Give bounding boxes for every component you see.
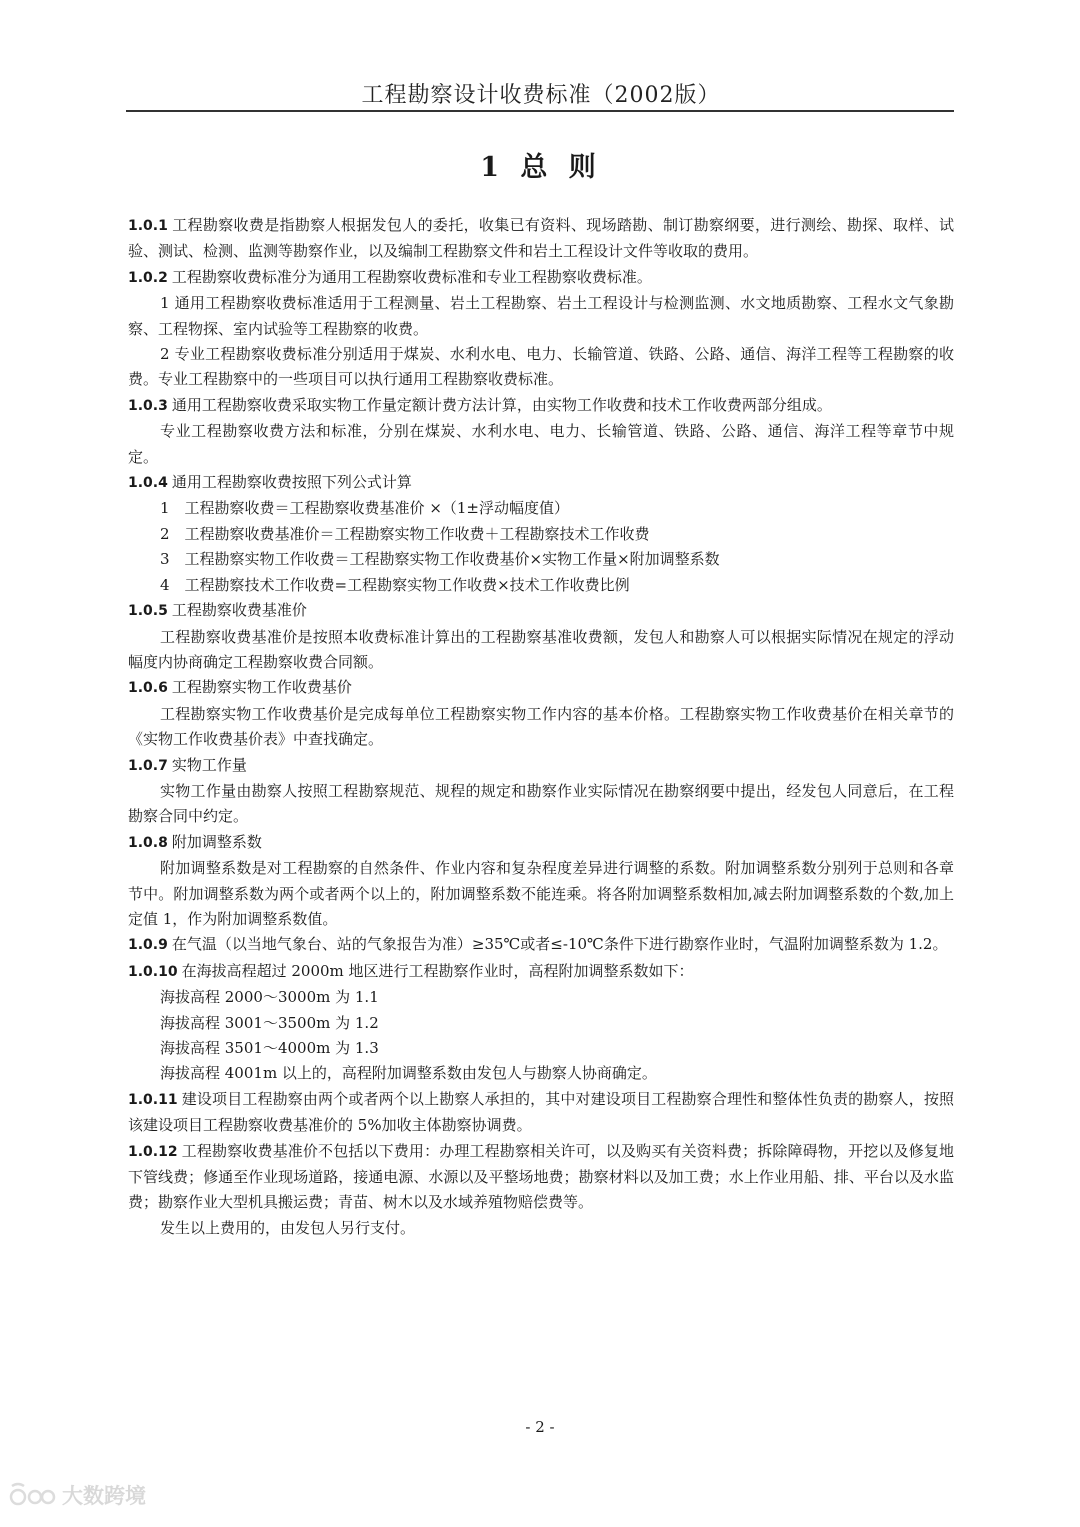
formula-line: 2 工程勘察收费基准价＝工程勘察实物工作收费＋工程勘察技术工作收费 xyxy=(160,524,650,543)
clause xyxy=(128,265,954,291)
watermark-text: 大数跨境 xyxy=(62,1484,146,1508)
clause-number: 1.0.5 xyxy=(128,603,168,620)
clause xyxy=(128,598,954,624)
clause-text: 通用工程勘察收费按照下列公式计算 xyxy=(171,473,412,492)
clause-number: 1.0.1 xyxy=(128,218,168,234)
clause-number: 1.0.8 xyxy=(128,834,168,851)
clause-paragraph: 1 通用工程勘察收费标准适用于工程测量、岩土工程勘察、岩土工程设计与检测监测、水文地质勘察、工程水文气象勘察、工程物探、室内试验等工程勘察的收费。 xyxy=(128,294,954,338)
clause-text: 工程勘察收费标准分为通用工程勘察收费标准和专业工程勘察收费标准。 xyxy=(171,267,652,286)
clause-number: 1.0.2 xyxy=(128,269,168,286)
clause-paragraph: 工程勘察收费基准价是按照本收费标准计算出的工程勘察基准收费额，发包人和勘察人可以根据实际情况在规定的浮动幅度内协商确定工程勘察收费合同额。 xyxy=(128,627,954,671)
clause-number: 1.0.12 xyxy=(128,1143,178,1160)
formula-line: 3 工程勘察实物工作收费＝工程勘察实物工作收费基价×实物工作量×附加调整系数 xyxy=(160,550,720,569)
clause-paragraph: 工程勘察实物工作收费基价是完成每单位工程勘察实物工作内容的基本价格。工程勘察实物工作收费基价在相关章节的《实物工作收费基价表》中查找确定。 xyxy=(128,704,954,749)
clause-paragraph: 专业工程勘察收费方法和标准，分别在煤炭、水利水电、电力、长输管道、铁路、公路、通信、海洋工程等章节中规定。 xyxy=(128,422,954,466)
clause-number: 1.0.6 xyxy=(128,680,168,697)
clause-number: 1.0.10 xyxy=(128,963,178,980)
clause xyxy=(128,932,954,958)
watermark xyxy=(8,1480,146,1510)
clause-number: 1.0.7 xyxy=(128,757,168,774)
clause-text: 工程勘察实物工作收费基价 xyxy=(171,678,352,697)
clause-text: 工程勘察收费基准价 xyxy=(171,601,307,620)
clause-number: 1.0.3 xyxy=(128,397,168,414)
clause xyxy=(128,675,954,701)
clause-paragraph: 附加调整系数是对工程勘察的自然条件、作业内容和复杂程度差异进行调整的系数。附加调整系数分别列于总则和各章节中。附加调整系数为两个或者两个以上的，附加调整系数不能连乘。将各附加调整系数相加,减去附加调整系数的个数,加上定值 1，作为附加调整系数值。 xyxy=(128,859,954,928)
altitude-line: 海拔高程 2000～3000m 为 1.1 xyxy=(160,988,379,1007)
clause-paragraph: 发生以上费用的，由发包人另行支付。 xyxy=(160,1218,416,1237)
clause-number: 1.0.11 xyxy=(128,1091,178,1108)
clause-text: 工程勘察收费是指勘察人根据发包人的委托，收集已有资料、现场踏勘、制订勘察纲要，进行测绘、勘探、取样、试验、测试、检测、监测等勘察作业，以及编制工程勘察文件和岩土工程设计文件等收取的费用。 xyxy=(128,216,954,261)
clause-text: 通用工程勘察收费采取实物工作量定额计费方法计算，由实物工作收费和技术工作收费两部分组成。 xyxy=(171,395,832,414)
clause-text: 工程勘察收费基准价不包括以下费用：办理工程勘察相关许可，以及购买有关资料费；拆除障碍物，开挖以及修复地下管线费；修通至作业现场道路，接通电源、水源以及平整场地费；勘察材料以及加工费；水上作业用船、排、平台以及水监费；勘察作业大型机具搬运费；青苗、树木以及水域养殖物赔偿费等。 xyxy=(128,1141,954,1212)
running-header: 工程勘察设计收费标准（2002版） xyxy=(361,83,721,108)
clause-text: 实物工作量 xyxy=(171,755,247,774)
clauses-body xyxy=(128,213,954,1241)
header-rule xyxy=(126,110,954,112)
clause xyxy=(128,753,954,779)
clause-number: 1.0.9 xyxy=(128,937,168,954)
clause xyxy=(128,470,954,496)
clause xyxy=(128,1139,954,1216)
clause xyxy=(128,830,954,856)
altitude-line: 海拔高程 3501～4000m 为 1.3 xyxy=(160,1039,379,1057)
altitude-line: 海拔高程 3001～3500m 为 1.2 xyxy=(160,1013,379,1032)
clause xyxy=(128,213,954,265)
clause xyxy=(128,1087,954,1139)
clause-text: 在气温（以当地气象台、站的气象报告为准）≥35℃或者≤-10℃条件下进行勘察作业时，气温附加调整系数为 1.2。 xyxy=(171,935,948,954)
chapter-title: 1 总 则 xyxy=(480,152,602,183)
clause-text: 附加调整系数 xyxy=(171,832,262,851)
clause xyxy=(128,959,954,985)
altitude-line: 海拔高程 4001m 以上的，高程附加调整系数由发包人与勘察人协商确定。 xyxy=(160,1064,657,1083)
clause-number: 1.0.4 xyxy=(128,475,168,492)
clause-paragraph: 实物工作量由勘察人按照工程勘察规范、规程的规定和勘察作业实际情况在勘察纲要中提出，经发包人同意后，在工程勘察合同中约定。 xyxy=(128,781,954,826)
formula-line: 4 工程勘察技术工作收费=工程勘察实物工作收费×技术工作收费比例 xyxy=(160,575,630,594)
clause-text: 建设项目工程勘察由两个或者两个以上勘察人承担的，其中对建设项目工程勘察合理性和整体性负责的勘察人，按照该建设项目工程勘察收费基准价的 5%加收主体勘察协调费。 xyxy=(128,1089,954,1135)
page-number: - 2 - xyxy=(525,1418,555,1436)
formula-line: 1 工程勘察收费＝工程勘察收费基准价 ×（1±浮动幅度值） xyxy=(160,499,569,518)
watermark-logo-icon xyxy=(8,1480,56,1510)
clause-text: 在海拔高程超过 2000m 地区进行工程勘察作业时，高程附加调整系数如下： xyxy=(181,961,694,980)
clause-paragraph: 2 专业工程勘察收费标准分别适用于煤炭、水利水电、电力、长输管道、铁路、公路、通信、海洋工程等工程勘察的收费。专业工程勘察中的一些项目可以执行通用工程勘察收费标准。 xyxy=(128,345,954,389)
clause xyxy=(128,393,954,419)
